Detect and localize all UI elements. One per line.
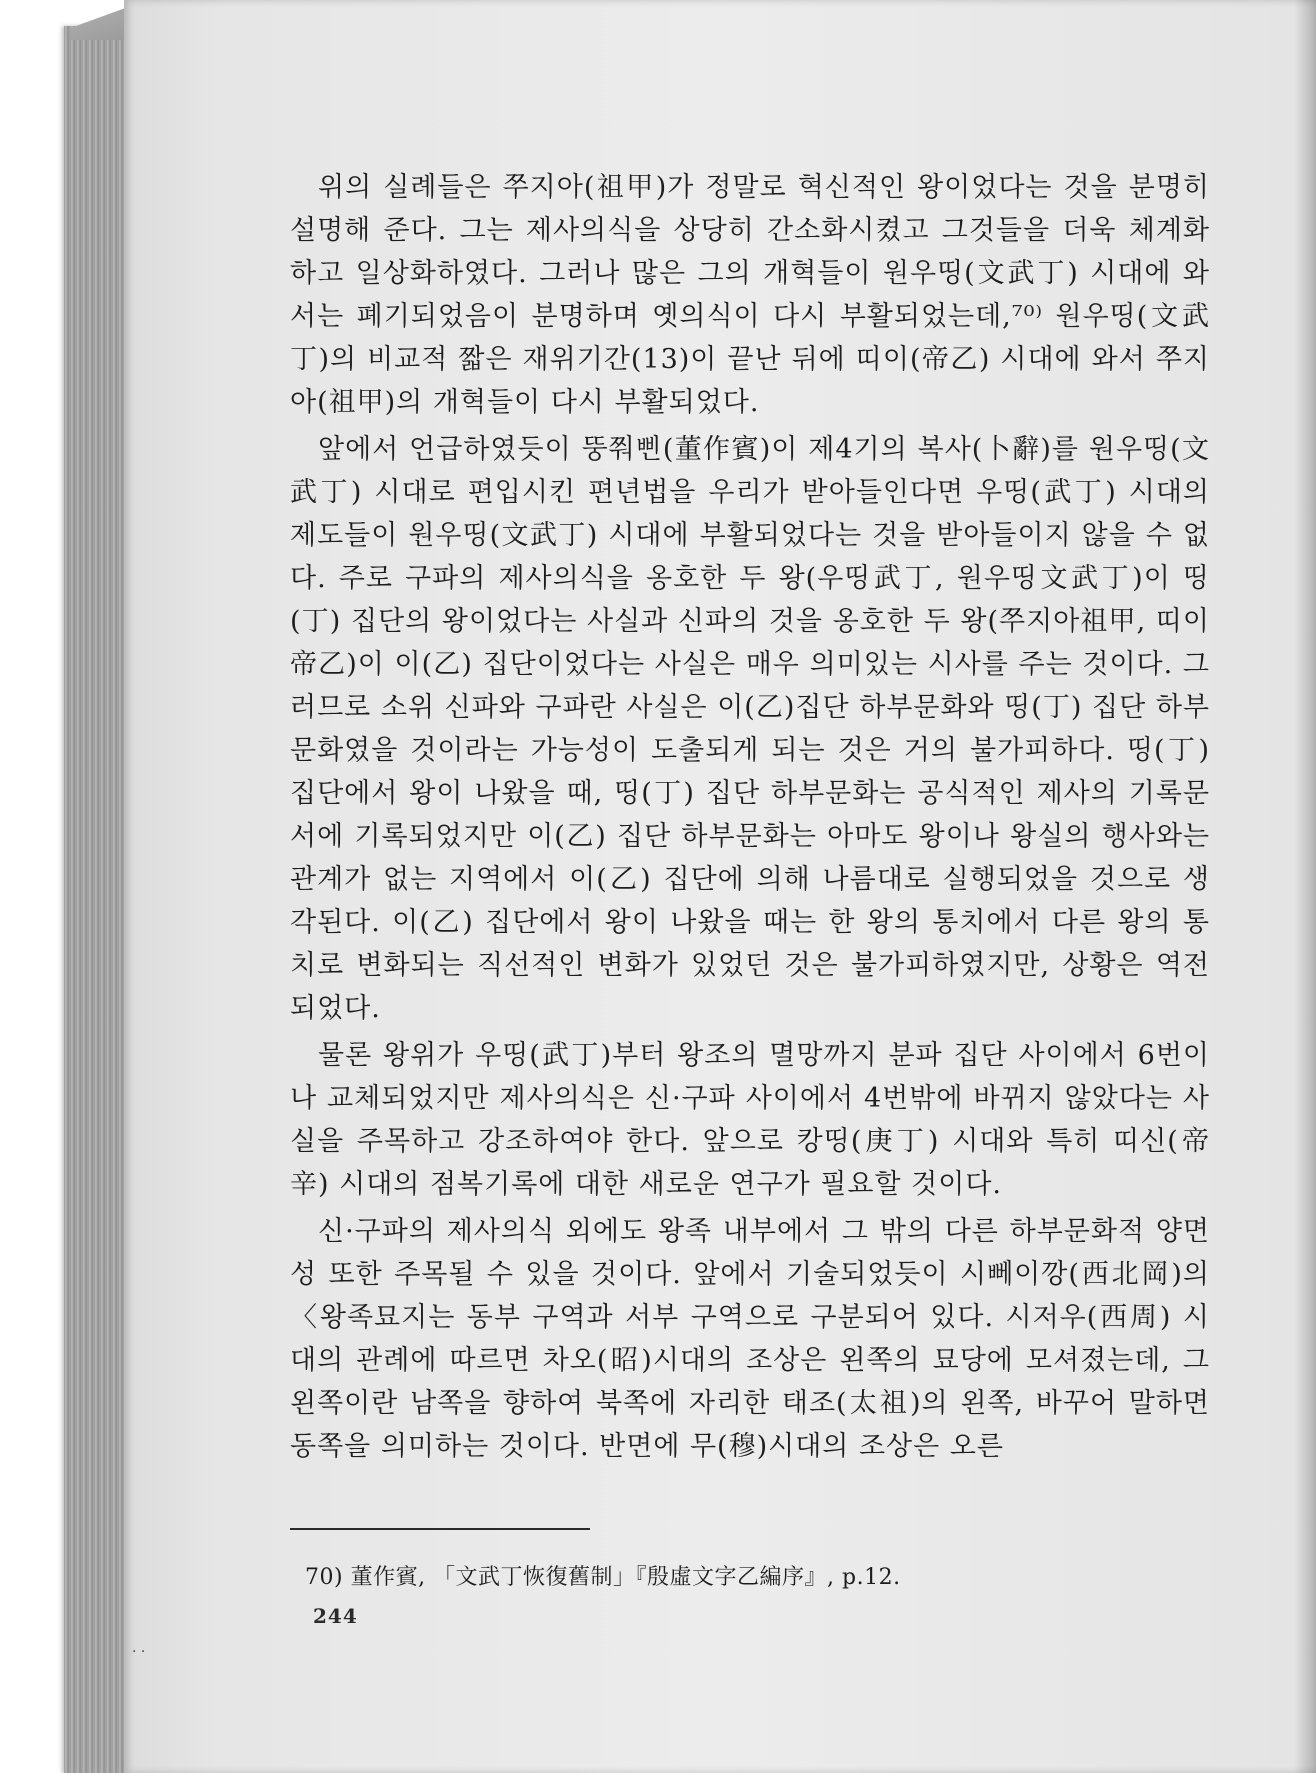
paragraph-3: 물론 왕위가 우띵(武丁)부터 왕조의 멸망까지 분파 집단 사이에서 6번이나 교체되었지만 제사의식은 신·구파 사이에서 4번밖에 바뀌지 않았다는 사실을 주목하고 강조하여야 한다. 앞으로 캉띵(庚丁) 시대와 특히 띠신(帝辛) 시대의 점복기록에 대한 새로운 연구가 필요할 것이다. bbox=[290, 1040, 1210, 1200]
paragraph-1: 위의 실례들은 쭈지아(祖甲)가 정말로 혁신적인 왕이었다는 것을 분명히 설명해 준다. 그는 제사의식을 상당히 간소화시켰고 그것들을 더욱 체계화하고 일상화하였다. 그러나 많은 그의 개혁들이 원우띵(文武丁) 시대에 와서는 폐기되었음이 분명하며 옛의식이 다시 부활되었는데,⁷⁰⁾ 원우띵(文武丁)의 비교적 짧은 재위기간(13)이 끝난 뒤에 띠이(帝乙) 시대에 와서 쭈지아(祖甲)의 개혁들이 다시 부활되었다. bbox=[290, 172, 1210, 418]
body-text bbox=[290, 166, 1210, 1468]
margin-mark: · · bbox=[132, 1644, 146, 1660]
page-number: 244 bbox=[313, 1604, 358, 1628]
page-gutter-shadow bbox=[1294, 0, 1316, 1773]
footnote-divider bbox=[290, 1528, 590, 1530]
footnote-70: 70) 董作賓, 「文武丁恢復舊制」『殷虛文字乙編序』, p.12. bbox=[305, 1565, 901, 1590]
book-corner bbox=[70, 0, 130, 40]
book-page-edges bbox=[64, 26, 126, 1773]
paragraph-4: 신·구파의 제사의식 외에도 왕족 내부에서 그 밖의 다른 하부문화적 양면성 또한 주목될 수 있을 것이다. 앞에서 기술되었듯이 시뻬이깡(西北岡)의 〈왕족묘지는 동부 구역과 서부 구역으로 구분되어 있다. 시저우(西周) 시대의 관례에 따르면 차오(昭)시대의 조상은 왼쪽의 묘당에 모셔졌는데, 그 왼쪽이란 남쪽을 향하여 북쪽에 자리한 태조(太祖)의 왼쪽, 바꾸어 말하면 동쪽을 의미하는 것이다. 반면에 무(穆)시대의 조상은 오른 bbox=[290, 1216, 1210, 1462]
paragraph-2: 앞에서 언급하였듯이 뚱쭤삔(董作賓)이 제4기의 복사(卜辭)를 원우띵(文武丁) 시대로 편입시킨 편년법을 우리가 받아들인다면 우띵(武丁) 시대의 제도들이 원우띵(文武丁) 시대에 부활되었다는 것을 받아들이지 않을 수 없다. 주로 구파의 제사의식을 옹호한 두 왕(우띵武丁, 원우띵文武丁)이 띵(丁) 집단의 왕이었다는 사실과 신파의 것을 옹호한 두 왕(쭈지아祖甲, 띠이帝乙)이 이(乙) 집단이었다는 사실은 매우 의미있는 시사를 주는 것이다. 그러므로 소위 신파와 구파란 사실은 이(乙)집단 하부문화와 띵(丁) 집단 하부문화였을 것이라는 가능성이 도출되게 되는 것은 거의 불가피하다. 띵(丁) 집단에서 왕이 나왔을 때, 띵(丁) 집단 하부문화는 공식적인 제사의 기록문서에 기록되었지만 이(乙) 집단 하부문화는 아마도 왕이나 왕실의 행사와는 관계가 없는 지역에서 이(乙) 집단에 의해 나름대로 실행되었을 것으로 생각된다. 이(乙) 집단에서 왕이 나왔을 때는 한 왕의 통치에서 다른 왕의 통치로 변화되는 직선적인 변화가 있었던 것은 불가피하였지만, 상황은 역전되었다. bbox=[290, 434, 1210, 1024]
